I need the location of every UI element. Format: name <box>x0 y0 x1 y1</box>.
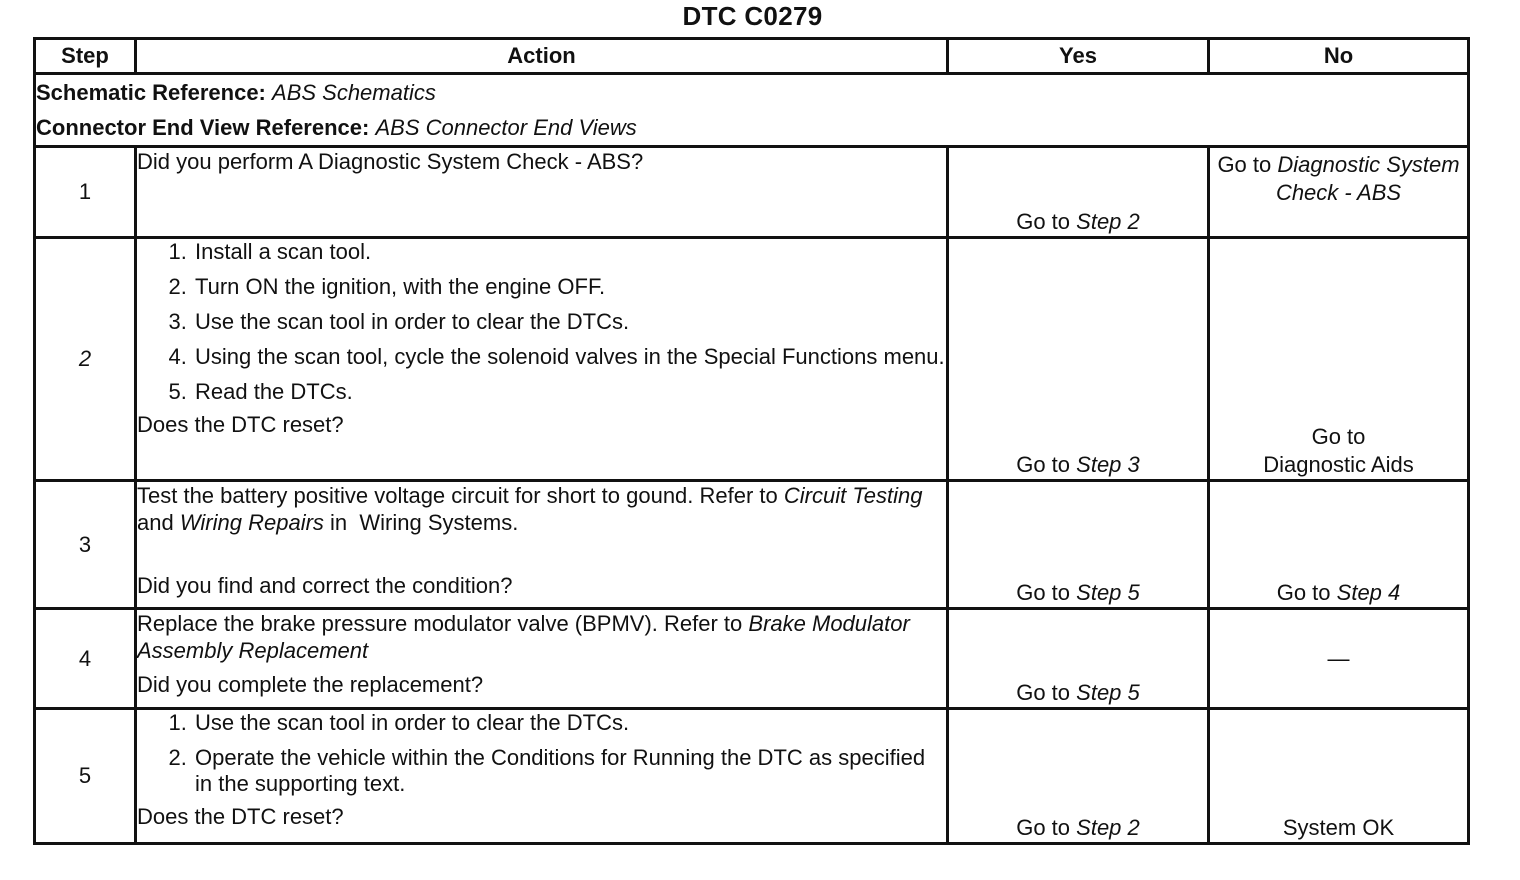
yes-link: Step 2 <box>1076 209 1140 234</box>
table-row <box>35 609 1469 709</box>
step-question: Did you complete the replacement? <box>137 672 484 697</box>
yes-cell: Go to Step 5 <box>948 609 1209 709</box>
connector-reference-link: ABS Connector End Views <box>375 115 637 140</box>
no-link: Diagnostic System Check - ABS <box>1275 152 1460 205</box>
action-cell <box>136 147 948 238</box>
yes-link: Step 5 <box>1076 580 1140 605</box>
step-number: 3 <box>35 481 136 609</box>
action-cell <box>136 238 948 481</box>
step-question: Does the DTC reset? <box>137 804 344 829</box>
step-number: 2 <box>35 238 136 481</box>
step-question: Did you perform A Diagnostic System Check - ABS? <box>137 149 644 174</box>
no-header: No <box>1209 39 1469 74</box>
list-item: 2. Turn ON the ignition, with the engine OFF. <box>193 274 946 300</box>
yes-link: Step 2 <box>1076 815 1140 840</box>
no-link: Step 4 <box>1336 580 1401 605</box>
step-number: 5 <box>35 709 136 844</box>
step-number: 1 <box>35 147 136 238</box>
action-cell: Replace the brake pressure modulator valve (BPMV). Refer to Brake Modulator Assembly Replacement Did you complete the replacement? <box>136 609 948 709</box>
table-row <box>35 238 1469 481</box>
yes-cell: Go to Step 3 <box>948 238 1209 481</box>
yes-header: Yes <box>948 39 1209 74</box>
no-cell: System OK <box>1209 709 1469 844</box>
wiring-repairs-link: Wiring Repairs <box>179 510 324 535</box>
step-question: Did you find and correct the condition? <box>137 573 513 598</box>
step-header: Step <box>35 39 136 74</box>
step-number: 4 <box>35 609 136 709</box>
diagnostic-table <box>33 37 1470 845</box>
yes-cell: Go to Step 2 <box>948 709 1209 844</box>
table-header-row <box>35 39 1469 74</box>
list-item: 2. Operate the vehicle within the Conditions for Running the DTC as specified in the supporting text. <box>193 745 946 797</box>
yes-link: Step 3 <box>1076 452 1140 477</box>
list-item: 1. Use the scan tool in order to clear the DTCs. <box>193 710 946 736</box>
list-item: 1. Install a scan tool. <box>193 239 946 265</box>
page-title: DTC C0279 <box>682 1 823 31</box>
no-cell: Go to Step 4 <box>1209 481 1469 609</box>
circuit-testing-link: Circuit Testing <box>783 483 923 508</box>
no-link: Diagnostic Aids <box>1263 452 1414 477</box>
yes-cell: Go to Step 5 <box>948 481 1209 609</box>
brake-modulator-link: Brake Modulator Assembly Replacement <box>137 611 910 663</box>
yes-link: Step 5 <box>1076 680 1140 705</box>
yes-cell: Go to Step 2 <box>948 147 1209 238</box>
table-row <box>35 147 1469 238</box>
reference-row <box>35 74 1469 147</box>
table-row <box>35 709 1469 844</box>
step-question: Does the DTC reset? <box>137 412 344 437</box>
list-item: 3. Use the scan tool in order to clear the DTCs. <box>193 309 946 335</box>
action-cell <box>136 709 948 844</box>
schematic-reference-link: ABS Schematics <box>272 80 436 105</box>
instruction-list <box>137 239 946 405</box>
action-header: Action <box>136 39 948 74</box>
action-cell: Test the battery positive voltage circuit for short to gound. Refer to Circuit Testing and Wiring Repairs in Wiring Systems. Did you find and correct the condition? <box>136 481 948 609</box>
table-row <box>35 481 1469 609</box>
no-cell: — <box>1209 609 1469 709</box>
schematic-reference: Schematic Reference: ABS Schematics <box>36 80 436 105</box>
list-item: 4. Using the scan tool, cycle the solenoid valves in the Special Functions menu. <box>193 344 946 370</box>
no-cell: Go to Diagnostic Aids <box>1209 238 1469 481</box>
list-item: 5. Read the DTCs. <box>193 379 946 405</box>
instruction-list <box>137 710 946 797</box>
connector-reference: Connector End View Reference: ABS Connector End Views <box>36 115 637 140</box>
no-cell: Go to Diagnostic System Check - ABS <box>1209 147 1469 238</box>
